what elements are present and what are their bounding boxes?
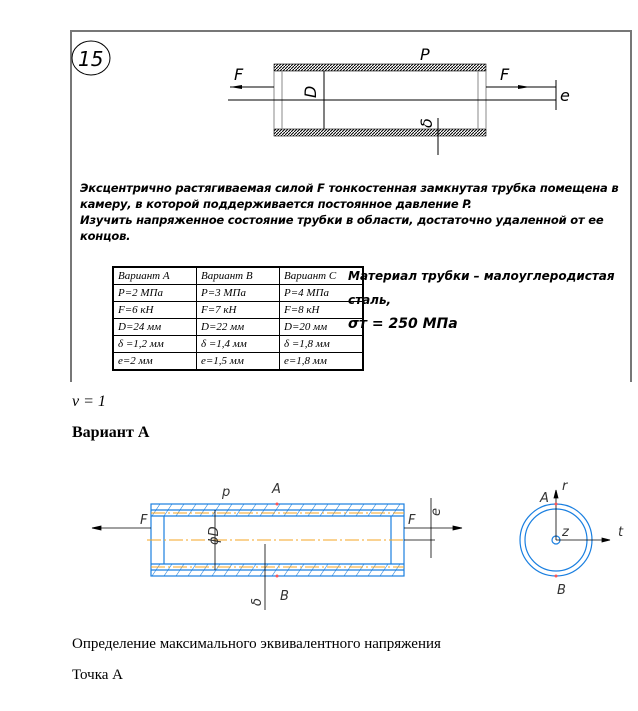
table-cell: D=20 мм — [280, 319, 364, 336]
svg-text:F: F — [140, 513, 148, 528]
problem-statement — [80, 180, 638, 244]
problem-drawing — [0, 0, 638, 180]
svg-text:p: p — [222, 485, 231, 500]
table-cell: δ =1,2 мм — [113, 336, 197, 353]
statement-line: камеру, в которой поддерживается постоянное давление P. — [80, 197, 472, 211]
yield-stress: σт = 250 МПа — [348, 316, 458, 332]
svg-text:δ: δ — [250, 598, 265, 606]
svg-text:D: D — [301, 85, 320, 98]
svg-text:B: B — [280, 589, 289, 604]
svg-text:δ: δ — [417, 118, 436, 128]
svg-text:ϕD: ϕD — [207, 526, 222, 545]
svg-text:F: F — [234, 65, 244, 84]
table-cell: Вариант B — [197, 267, 280, 285]
section-title: Определение максимального эквивалентного напряжения — [72, 636, 441, 652]
table-cell: D=22 мм — [197, 319, 280, 336]
variants-table — [112, 266, 364, 371]
problem-number: 15 — [78, 47, 104, 71]
table-cell: P=3 МПа — [197, 285, 280, 302]
svg-text:r: r — [562, 479, 568, 494]
svg-text:F: F — [500, 65, 510, 84]
table-row — [113, 285, 363, 302]
svg-text:F: F — [408, 513, 416, 528]
svg-text:B: B — [557, 583, 566, 598]
point-label: Точка А — [72, 667, 123, 683]
svg-text:P: P — [420, 45, 430, 64]
table-row — [113, 302, 363, 319]
table-cell: F=8 кН — [280, 302, 364, 319]
table-row — [113, 267, 363, 285]
svg-text:A: A — [540, 491, 549, 506]
table-cell: F=6 кН — [113, 302, 197, 319]
table-row — [113, 353, 363, 371]
table-cell: e=2 мм — [113, 353, 197, 371]
statement-line: Эксцентрично растягиваемая силой F тонкостенная замкнутая трубка помещена в — [80, 181, 619, 195]
table-cell: e=1,5 мм — [197, 353, 280, 371]
statement-line: Изучить напряженное состояние трубки в области, достаточно удаленной от ее концов. — [80, 213, 604, 243]
svg-text:A: A — [272, 482, 281, 497]
svg-text:e: e — [429, 508, 444, 516]
table-cell: P=2 МПа — [113, 285, 197, 302]
svg-text:e: e — [560, 86, 570, 105]
table-cell: Вариант A — [113, 267, 197, 285]
table-row — [113, 319, 363, 336]
material-info — [348, 264, 638, 336]
variant-diagram — [0, 470, 638, 615]
poisson-ratio: ν = 1 — [72, 393, 106, 410]
table-row — [113, 336, 363, 353]
svg-text:t: t — [618, 525, 624, 540]
table-cell: δ =1,4 мм — [197, 336, 280, 353]
variant-heading: Вариант А — [72, 424, 150, 441]
material-text: Материал трубки – малоуглеродистая сталь, — [348, 269, 615, 307]
table-cell: F=7 кН — [197, 302, 280, 319]
table-cell: δ =1,8 мм — [280, 336, 364, 353]
svg-text:z: z — [562, 525, 569, 540]
table-cell: Вариант C — [280, 267, 364, 285]
table-cell: P=4 МПа — [280, 285, 364, 302]
table-cell: e=1,8 мм — [280, 353, 364, 371]
table-cell: D=24 мм — [113, 319, 197, 336]
